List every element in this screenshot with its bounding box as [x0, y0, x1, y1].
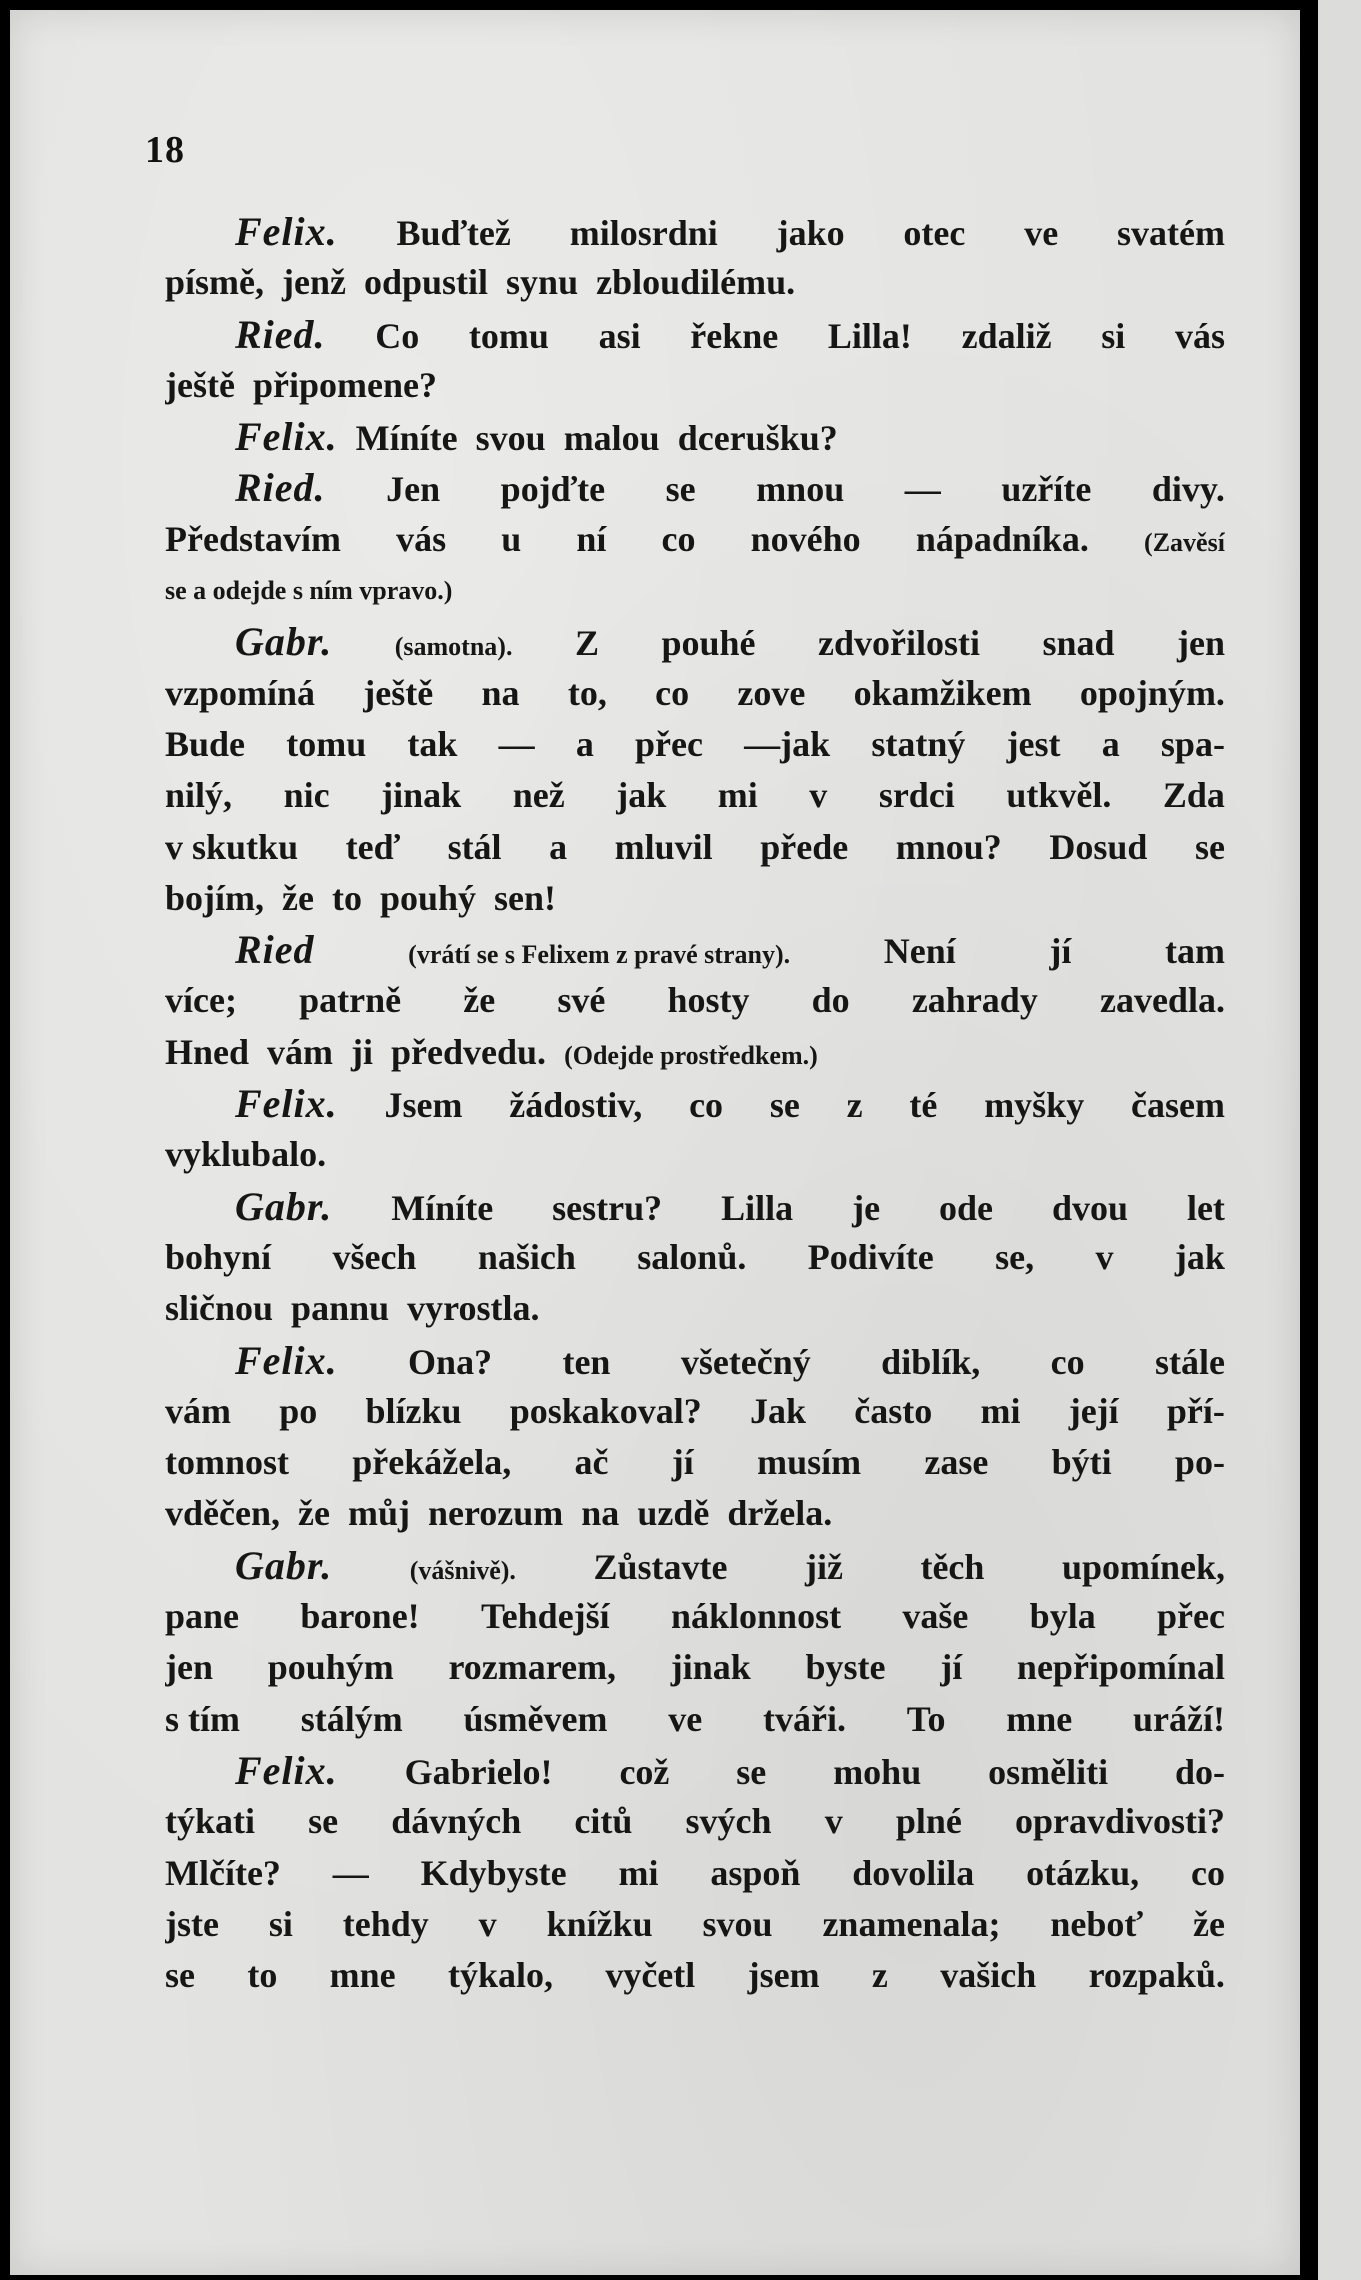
- word: se: [769, 1085, 800, 1126]
- word: po-: [1174, 1442, 1225, 1483]
- word: Představím: [165, 518, 341, 559]
- text-line: [165, 514, 1225, 565]
- word: Není: [883, 931, 956, 972]
- word: zdaliž: [961, 315, 1052, 356]
- word: Hned: [165, 1031, 250, 1072]
- word: jenž: [282, 262, 346, 303]
- word: zavedla.: [1099, 980, 1225, 1021]
- word: po: [279, 1390, 318, 1431]
- word: To: [906, 1698, 946, 1739]
- word: a: [549, 826, 568, 867]
- word: musím: [757, 1442, 862, 1483]
- word: vás: [1174, 315, 1225, 356]
- word: všech: [332, 1236, 417, 1277]
- word: co: [655, 672, 690, 713]
- word: nerozum: [427, 1493, 564, 1534]
- stage-direction: (vrátí se s Felixem z pravé strany).: [408, 940, 791, 970]
- word: předvedu.: [391, 1031, 547, 1072]
- word: ještě: [165, 364, 235, 405]
- word: úsměvem: [463, 1698, 608, 1739]
- word: dcerušku?: [677, 418, 838, 459]
- word: na: [581, 1493, 620, 1534]
- text-line: [165, 924, 1225, 975]
- word: mohu: [833, 1751, 922, 1792]
- word: srdci: [878, 775, 955, 816]
- stage-direction: (vášnivě).: [409, 1555, 516, 1585]
- word: přede: [760, 826, 849, 867]
- word: —: [332, 1852, 369, 1893]
- speaker-name: Gabr.: [235, 1183, 333, 1229]
- word: býti: [1051, 1442, 1112, 1483]
- word: plné: [895, 1801, 962, 1842]
- word: to: [247, 1955, 278, 1996]
- word: časem: [1131, 1085, 1225, 1126]
- word: všetečný: [680, 1341, 811, 1382]
- word: malou: [563, 418, 660, 459]
- page-text: [165, 206, 1225, 2001]
- word: ještě: [363, 672, 434, 713]
- word: a: [1101, 723, 1120, 764]
- text-line: [165, 1642, 1225, 1693]
- word: mnou?: [895, 826, 1002, 867]
- word: ve: [1024, 213, 1059, 253]
- word: již: [804, 1546, 843, 1587]
- word: jest: [1006, 723, 1061, 764]
- word: asi: [598, 315, 641, 356]
- word: zase: [924, 1442, 989, 1483]
- word: aspoň: [710, 1852, 801, 1893]
- word: citů: [574, 1801, 633, 1842]
- word: více;: [165, 980, 237, 1021]
- word: nového: [750, 518, 861, 559]
- word: uzdě: [637, 1493, 710, 1534]
- word: mne: [329, 1955, 396, 1996]
- word: sličnou: [165, 1288, 274, 1329]
- word: ji: [351, 1031, 374, 1072]
- speaker-name: Ried.: [235, 311, 326, 357]
- word: v: [1095, 1236, 1114, 1277]
- word: Míníte: [391, 1187, 494, 1228]
- word: byla: [1029, 1596, 1096, 1637]
- text-line: [165, 1437, 1225, 1488]
- word: osměliti: [988, 1751, 1109, 1792]
- speaker-name: Felix.: [235, 1337, 338, 1383]
- word: vyčetl: [605, 1955, 696, 1996]
- word: —: [498, 723, 535, 764]
- word: ní: [576, 518, 607, 559]
- word: to,: [567, 672, 607, 713]
- word: dávných: [391, 1801, 522, 1842]
- word: ten: [562, 1341, 611, 1382]
- word: v: [478, 1903, 497, 1944]
- word: co: [689, 1085, 724, 1126]
- word: divy.: [1151, 469, 1225, 510]
- word: se: [165, 1955, 195, 1996]
- word: našich: [477, 1236, 576, 1277]
- word: přec: [635, 723, 703, 764]
- word: diblík,: [881, 1341, 981, 1382]
- word: Kdybyste: [420, 1852, 567, 1893]
- word: týkati: [165, 1801, 255, 1842]
- word: náklonnost: [670, 1596, 842, 1637]
- word: že: [297, 1493, 330, 1534]
- text-line: [165, 1129, 1225, 1180]
- word: se: [308, 1801, 339, 1842]
- word: uzříte: [1001, 469, 1092, 510]
- word: tehdy: [342, 1903, 429, 1944]
- word: Ona?: [408, 1341, 493, 1382]
- word: salonů.: [637, 1236, 747, 1277]
- adjacent-page-edge: [1318, 0, 1361, 2280]
- word: odpustil: [363, 262, 489, 303]
- word: Bude: [165, 723, 246, 764]
- word: hosty: [667, 980, 750, 1021]
- word: z: [846, 1085, 863, 1126]
- speaker-name: Felix.: [235, 1747, 338, 1793]
- text-line: [165, 668, 1225, 719]
- speaker-name: Felix.: [235, 414, 338, 460]
- word: nepřipomínal: [1016, 1647, 1225, 1688]
- word: opravdivosti?: [1014, 1801, 1225, 1842]
- word: Mlčíte?: [165, 1852, 281, 1893]
- text-line: [165, 1745, 1225, 1796]
- word: co: [661, 518, 696, 559]
- word: tomu: [286, 723, 367, 764]
- word: nápadníka.: [915, 518, 1089, 559]
- word: že: [282, 877, 314, 918]
- word: bojím,: [165, 877, 264, 918]
- word: neboť: [1050, 1903, 1144, 1944]
- word: vám: [165, 1390, 231, 1431]
- word: tam: [1165, 931, 1225, 972]
- word: barone!: [300, 1596, 420, 1637]
- word: řekne: [690, 315, 779, 356]
- word: že: [463, 980, 496, 1021]
- word: se: [736, 1751, 767, 1792]
- word: nilý,: [165, 775, 233, 816]
- word: stál: [447, 826, 502, 867]
- word: jsem: [747, 1955, 820, 1996]
- word: připomene?: [252, 364, 437, 405]
- word: jinak: [381, 775, 462, 816]
- text-line: [165, 360, 1225, 411]
- word: držela.: [727, 1493, 833, 1534]
- word: teď: [345, 826, 401, 867]
- text-line: [165, 1181, 1225, 1232]
- word: byste: [805, 1647, 886, 1688]
- word: si: [268, 1903, 293, 1944]
- word: v: [824, 1801, 843, 1842]
- word: Zda: [1162, 775, 1225, 816]
- word: písmě,: [165, 262, 264, 303]
- word: můj: [347, 1493, 410, 1534]
- word: otázku,: [1026, 1852, 1140, 1893]
- word: Jen: [386, 469, 441, 510]
- word: pouhý: [379, 877, 477, 918]
- word: sen!: [494, 877, 557, 918]
- word: —jak: [744, 723, 831, 764]
- word: jí: [671, 1442, 694, 1483]
- word: Zůstavte: [593, 1546, 728, 1587]
- word: uráží!: [1133, 1698, 1225, 1739]
- stage-direction: (Odejde prostředkem.): [564, 1040, 818, 1070]
- word: tomnost: [165, 1442, 289, 1483]
- text-line: [165, 719, 1225, 770]
- text-line: [165, 1694, 1225, 1745]
- text-line: [165, 1848, 1225, 1899]
- text-line: [165, 1027, 1225, 1078]
- word: jen: [165, 1647, 213, 1688]
- word: Z: [574, 623, 599, 664]
- word: její: [1068, 1390, 1119, 1431]
- speaker-name: Felix.: [235, 1081, 338, 1127]
- word: je: [852, 1187, 881, 1228]
- word: se: [665, 469, 696, 510]
- speaker-name: Felix.: [235, 209, 338, 254]
- word: své: [557, 980, 606, 1021]
- word: vzpomíná: [165, 672, 316, 713]
- word: svou: [702, 1903, 773, 1944]
- word: se: [1194, 826, 1225, 867]
- word: přec: [1157, 1596, 1225, 1637]
- text-line: [165, 822, 1225, 873]
- word: otec: [903, 213, 966, 253]
- word: pouhé: [661, 623, 756, 664]
- word: tomu: [468, 315, 549, 356]
- word: mi: [717, 775, 758, 816]
- word: těch: [920, 1546, 985, 1587]
- word: opojným.: [1079, 672, 1225, 713]
- word: žádostiv,: [509, 1085, 643, 1126]
- word: statný: [871, 723, 966, 764]
- word: to: [331, 877, 362, 918]
- text-line: [165, 1899, 1225, 1950]
- word: v skutku: [165, 826, 299, 867]
- word: Co: [375, 315, 420, 356]
- text-line: [165, 770, 1225, 821]
- word: myšky: [984, 1085, 1085, 1126]
- word: si: [1101, 315, 1126, 356]
- word: v: [809, 775, 828, 816]
- word: spa-: [1160, 723, 1225, 764]
- word: vaše: [902, 1596, 969, 1637]
- word: snad: [1042, 623, 1115, 664]
- page-gutter: [1300, 0, 1318, 2280]
- word: rozpaků.: [1088, 1955, 1225, 1996]
- word: jí: [1049, 931, 1072, 972]
- text-line: [165, 411, 1225, 462]
- word: a: [575, 723, 594, 764]
- word: často: [854, 1390, 933, 1431]
- word: co: [1190, 1852, 1225, 1893]
- text-line: [165, 462, 1225, 513]
- word: z: [871, 1955, 888, 1996]
- word: dovolila: [852, 1852, 975, 1893]
- word: co: [1050, 1341, 1085, 1382]
- word: nic: [283, 775, 330, 816]
- word: svatém: [1117, 213, 1225, 253]
- word: vyrostla.: [407, 1288, 540, 1329]
- word: Lilla!: [827, 315, 912, 356]
- word: zbloudilému.: [596, 262, 796, 303]
- word: patrně: [299, 980, 402, 1021]
- word: rozmarem,: [448, 1647, 617, 1688]
- word: pří-: [1166, 1390, 1225, 1431]
- word: na: [481, 672, 520, 713]
- speaker-name: Gabr.: [235, 619, 333, 665]
- word: Dosud: [1049, 826, 1148, 867]
- text-line: [165, 1540, 1225, 1591]
- word: tak: [407, 723, 458, 764]
- text-line: [165, 975, 1225, 1026]
- word: jinak: [670, 1647, 751, 1688]
- word: Podivíte: [807, 1236, 934, 1277]
- word: svou: [475, 418, 546, 459]
- word: synu: [506, 262, 579, 303]
- word: vyklubalo.: [165, 1134, 327, 1175]
- text-line: [165, 1591, 1225, 1642]
- word: ve: [668, 1698, 703, 1739]
- word: sestru?: [552, 1187, 663, 1228]
- word: že: [1193, 1903, 1225, 1944]
- word: pouhým: [267, 1647, 394, 1688]
- word: u: [501, 518, 522, 559]
- text-line: [165, 206, 1225, 257]
- word: stále: [1154, 1341, 1225, 1382]
- word: Gabrielo!: [404, 1751, 553, 1792]
- word: vašich: [940, 1955, 1037, 1996]
- text-line: [165, 873, 1225, 924]
- word: upomínek,: [1061, 1546, 1225, 1587]
- word: svých: [685, 1801, 772, 1842]
- word: pane: [165, 1596, 240, 1637]
- speaker-name: Ried.: [235, 465, 326, 511]
- word: vás: [396, 518, 447, 559]
- word: utkvěl.: [1006, 775, 1112, 816]
- text-line: [165, 1386, 1225, 1437]
- word: ač: [574, 1442, 609, 1483]
- word: s tím: [165, 1698, 240, 1739]
- word: jak: [616, 775, 667, 816]
- word: jste: [165, 1903, 219, 1944]
- word: mnou: [756, 469, 845, 510]
- word: poskakoval?: [509, 1390, 702, 1431]
- word: —: [904, 469, 941, 510]
- word: zdvořilosti: [817, 623, 980, 664]
- speaker-name: Gabr.: [235, 1542, 333, 1588]
- word: okamžikem: [853, 672, 1032, 713]
- word: týkalo,: [447, 1955, 553, 1996]
- word: vám: [267, 1031, 334, 1072]
- word: Lilla: [721, 1187, 794, 1228]
- speaker-name: Ried: [235, 927, 315, 973]
- word: mi: [618, 1852, 659, 1893]
- text-line: [165, 257, 1225, 308]
- word: dvou: [1051, 1187, 1128, 1228]
- word: Míníte: [355, 418, 458, 459]
- text-line: [165, 1078, 1225, 1129]
- word: jí: [940, 1647, 963, 1688]
- word: se,: [995, 1236, 1035, 1277]
- word: ode: [939, 1187, 993, 1228]
- word: jen: [1176, 623, 1225, 664]
- word: té: [909, 1085, 938, 1126]
- text-line: [165, 1283, 1225, 1334]
- text-line: [165, 1488, 1225, 1539]
- stage-direction: se a odejde s ním vpravo.): [165, 576, 453, 606]
- word: stálým: [300, 1698, 403, 1739]
- word: blízku: [365, 1390, 462, 1431]
- word: bohyní: [165, 1236, 272, 1277]
- word: do: [811, 980, 850, 1021]
- word: pojďte: [500, 469, 606, 510]
- word: Tehdejší: [480, 1596, 610, 1637]
- text-line: [165, 1950, 1225, 2001]
- text-line: [165, 1232, 1225, 1283]
- stage-direction: (samotna).: [394, 632, 513, 662]
- book-page: [10, 10, 1300, 2275]
- word: znamenala;: [822, 1903, 1001, 1944]
- word: milosrdni: [569, 213, 718, 253]
- word: zove: [737, 672, 806, 713]
- text-line: [165, 309, 1225, 360]
- word: vděčen,: [165, 1493, 280, 1534]
- word: do-: [1174, 1751, 1225, 1792]
- word: než: [512, 775, 565, 816]
- word: Jak: [750, 1390, 807, 1431]
- word: zahrady: [911, 980, 1038, 1021]
- stage-direction: (Zavěsí: [1144, 527, 1225, 557]
- word: mluvil: [614, 826, 713, 867]
- word: tváři.: [763, 1698, 846, 1739]
- word: knížku: [546, 1903, 653, 1944]
- word: což: [619, 1751, 670, 1792]
- text-line: [165, 1796, 1225, 1847]
- word: mne: [1006, 1698, 1073, 1739]
- text-line: [165, 565, 1225, 616]
- word: jako: [776, 213, 845, 253]
- word: Buďtež: [396, 213, 511, 253]
- word: let: [1186, 1187, 1225, 1228]
- word: jak: [1174, 1236, 1225, 1277]
- word: mi: [980, 1390, 1021, 1431]
- text-line: [165, 616, 1225, 667]
- page-number: 18: [145, 129, 185, 171]
- text-line: [165, 1335, 1225, 1386]
- word: pannu: [291, 1288, 390, 1329]
- word: Jsem: [384, 1085, 463, 1126]
- word: překážela,: [352, 1442, 512, 1483]
